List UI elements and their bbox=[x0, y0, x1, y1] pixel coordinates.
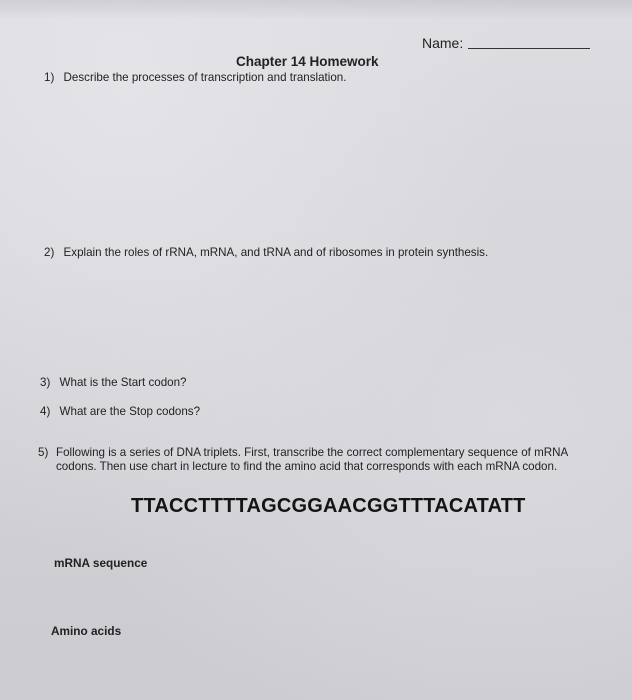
question-number: 3) bbox=[40, 376, 51, 389]
mrna-sequence-label: mRNA sequence bbox=[54, 556, 148, 570]
question-5 bbox=[38, 446, 598, 474]
name-blank-line bbox=[468, 48, 590, 49]
question-text: Explain the roles of rRNA, mRNA, and tRNA and of ribosomes in protein synthesis. bbox=[63, 246, 489, 259]
question-number: 2) bbox=[44, 246, 55, 259]
question-text: Describe the processes of transcription and translation. bbox=[63, 71, 347, 84]
question-text: What is the Start codon? bbox=[59, 376, 187, 389]
question-2 bbox=[44, 246, 488, 260]
dna-sequence: TTACCTTTTAGCGGAACGGTTTACATATT bbox=[131, 495, 526, 517]
question-text: Following is a series of DNA triplets. First, transcribe the correct complementary sequence of mRNA codons. Then use chart in lecture to find the amino acid that corresponds with each mRNA codon. bbox=[56, 446, 568, 473]
question-number: 4) bbox=[40, 405, 51, 418]
question-4 bbox=[40, 405, 200, 419]
question-1 bbox=[44, 71, 346, 85]
page-title: Chapter 14 Homework bbox=[236, 54, 379, 69]
amino-acids-label: Amino acids bbox=[51, 624, 122, 638]
name-label: Name: bbox=[422, 35, 464, 51]
question-text: What are the Stop codons? bbox=[59, 405, 201, 418]
question-3 bbox=[40, 376, 187, 390]
question-number: 1) bbox=[44, 71, 55, 84]
question-number: 5) bbox=[38, 446, 49, 459]
page-shadow bbox=[0, 0, 632, 20]
